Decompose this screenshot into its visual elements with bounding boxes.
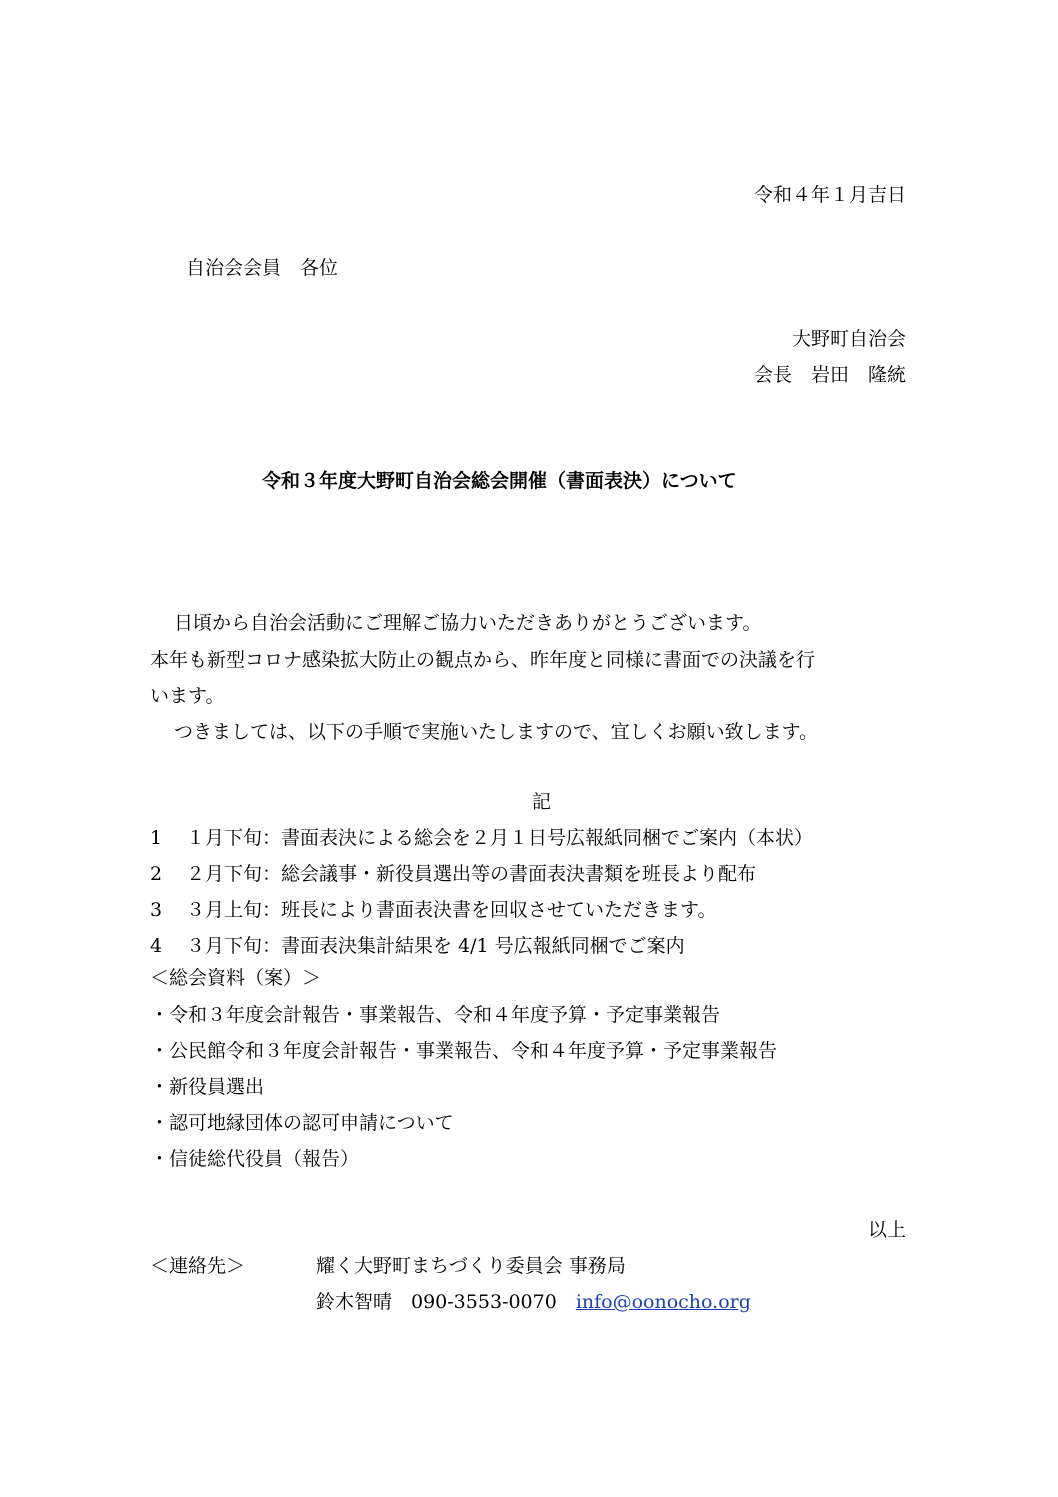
- body-line-2: 本年も新型コロナ感染拡大防止の観点から、昨年度と同様に書面での決議を行: [150, 649, 816, 671]
- step-item: [150, 865, 756, 884]
- ki-heading: 記: [532, 791, 552, 813]
- step-text: ３月上旬：班長により書面表決書を回収させていただきます。: [186, 899, 717, 921]
- document-title: 令和３年度大野町自治会総会開催（書面表決）について: [262, 470, 737, 492]
- body-line-1: 日頃から自治会活動にご理解ご協力いただきありがとうございます。: [174, 612, 762, 634]
- step-number: 1: [150, 827, 163, 849]
- step-item: [150, 829, 813, 848]
- materials-item: ・新役員選出: [150, 1076, 265, 1098]
- step-item: [150, 937, 685, 956]
- contact-person-phone: 鈴木智晴 090-3553-0070: [316, 1291, 557, 1313]
- document-date: 令和４年１月吉日: [753, 184, 906, 206]
- body-line-3: います。: [150, 685, 225, 707]
- step-number: 2: [150, 863, 163, 885]
- contact-person: [316, 1293, 751, 1312]
- materials-item: ・信徒総代役員（報告）: [150, 1148, 360, 1170]
- contact-label: ＜連絡先＞: [150, 1255, 246, 1277]
- sender-organization: 大野町自治会: [791, 328, 906, 350]
- step-text: ２月下旬：総会議事・新役員選出等の書面表決書類を班長より配布: [186, 863, 757, 885]
- body-line-4: つきましては、以下の手順で実施いたしますので、宜しくお願い致します。: [174, 721, 819, 743]
- materials-item: ・公民館令和３年度会計報告・事業報告、令和４年度予算・予定事業報告: [150, 1040, 778, 1062]
- contact-organization: 耀く大野町まちづくり委員会 事務局: [316, 1255, 626, 1277]
- step-item: [150, 901, 716, 920]
- materials-heading: ＜総会資料（案）＞: [150, 967, 322, 989]
- step-text: ３月下旬：書面表決集計結果を 4/1 号広報紙同梱でご案内: [186, 935, 685, 957]
- materials-item: ・令和３年度会計報告・事業報告、令和４年度予算・予定事業報告: [150, 1004, 721, 1026]
- materials-item: ・認可地縁団体の認可申請について: [150, 1112, 454, 1134]
- step-text: １月下旬：書面表決による総会を２月１日号広報紙同梱でご案内（本状）: [186, 827, 814, 849]
- closing-text: 以上: [867, 1219, 906, 1241]
- recipient: 自治会会員 各位: [186, 257, 339, 279]
- contact-email-link[interactable]: info@oonocho.org: [575, 1291, 751, 1313]
- sender-name: 会長 岩田 隆統: [753, 364, 906, 386]
- step-number: 3: [150, 899, 163, 921]
- step-number: 4: [150, 935, 163, 957]
